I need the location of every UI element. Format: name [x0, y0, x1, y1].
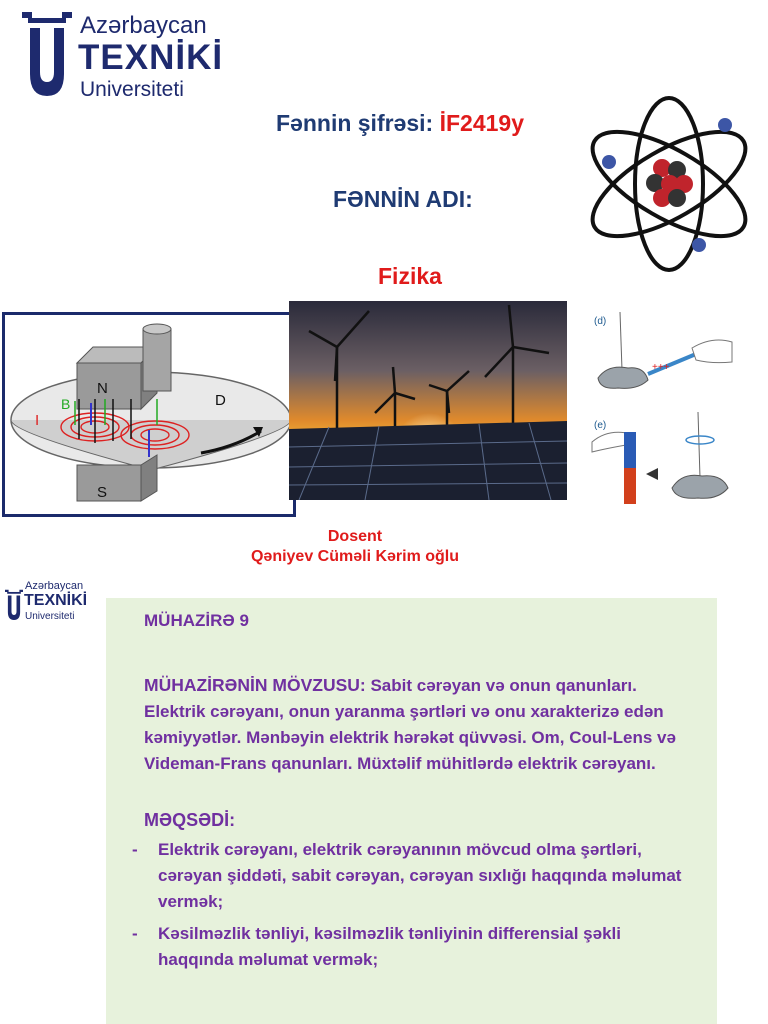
logo-line-1: Azərbaycan — [25, 580, 84, 592]
lecturer-name: Qəniyev Cüməli Kərim oğlu — [250, 548, 460, 565]
university-logo — [22, 12, 224, 106]
course-code-label: Fənnin şifrəsi: — [276, 110, 434, 136]
list-item — [132, 921, 695, 973]
svg-text:S: S — [97, 484, 108, 501]
eddy-current-disk — [2, 312, 296, 517]
svg-text:(d): (d) — [594, 316, 607, 327]
svg-text:N: N — [97, 380, 108, 397]
svg-text:I: I — [35, 412, 40, 429]
bullet-dash: - — [132, 840, 138, 859]
course-code-value: İF2419y — [439, 110, 524, 136]
lecture-topic-text: Sabit cərəyan və onun qanunları. Elektrik cərəyanı, onun yaranma şərtləri və onu xarakterizə edən kəmiyyətlər. Mənbəyin elektrik hərəkət qüvvəsi. Om, Coul-Lens və Videman-Frans qanunları. Müxtəlif mühitlərdə elektrik cərəyanı. — [144, 676, 676, 773]
logo-line-3: Universiteti — [25, 611, 75, 622]
course-code-line — [276, 110, 524, 137]
university-u-icon — [22, 12, 72, 102]
logo-line-3: Universiteti — [80, 78, 184, 101]
goal-text: Elektrik cərəyanı, elektrik cərəyanının mövcud olma şərtləri, cərəyan şiddəti, sabit cərəyan, cərəyan sıxlığı haqqında məlumat vermək; — [158, 840, 682, 911]
bullet-dash: - — [132, 924, 138, 943]
goal-text: Kəsilməzlik tənliyi, kəsilməzlik tənliyinin differensial şəkli haqqında məlumat vermək; — [158, 924, 621, 969]
university-logo-small — [5, 580, 95, 636]
lecturer-title: Dosent — [327, 528, 383, 545]
electroscope-illustration — [588, 302, 738, 514]
university-u-icon — [5, 582, 23, 630]
lecture-goals-list — [132, 837, 695, 973]
logo-line-2: TEXNİKİ — [24, 592, 88, 609]
course-name-label: FƏNNİN ADI: — [333, 186, 473, 212]
list-item — [132, 837, 695, 915]
course-name-value: Fizika — [378, 263, 442, 289]
svg-text:+++: +++ — [652, 362, 670, 373]
svg-text:(e): (e) — [594, 420, 607, 431]
lecture-topic — [144, 672, 695, 777]
svg-text:B: B — [61, 396, 71, 412]
lecture-heading: MÜHAZİRƏ 9 — [144, 611, 249, 630]
lecture-info-box — [106, 598, 717, 1024]
lecture-topic-label: MÜHAZİRƏNİN MÖVZUSU: — [144, 675, 366, 695]
lecturer-info — [230, 527, 480, 567]
svg-text:D: D — [215, 392, 226, 409]
logo-line-1: Azərbaycan — [80, 12, 207, 39]
lecture-goal-label: MƏQSƏDİ: — [144, 810, 236, 830]
atom-icon — [580, 88, 758, 284]
logo-line-2: TEXNİKİ — [78, 38, 224, 77]
wind-turbines-solar-panels — [289, 301, 567, 500]
